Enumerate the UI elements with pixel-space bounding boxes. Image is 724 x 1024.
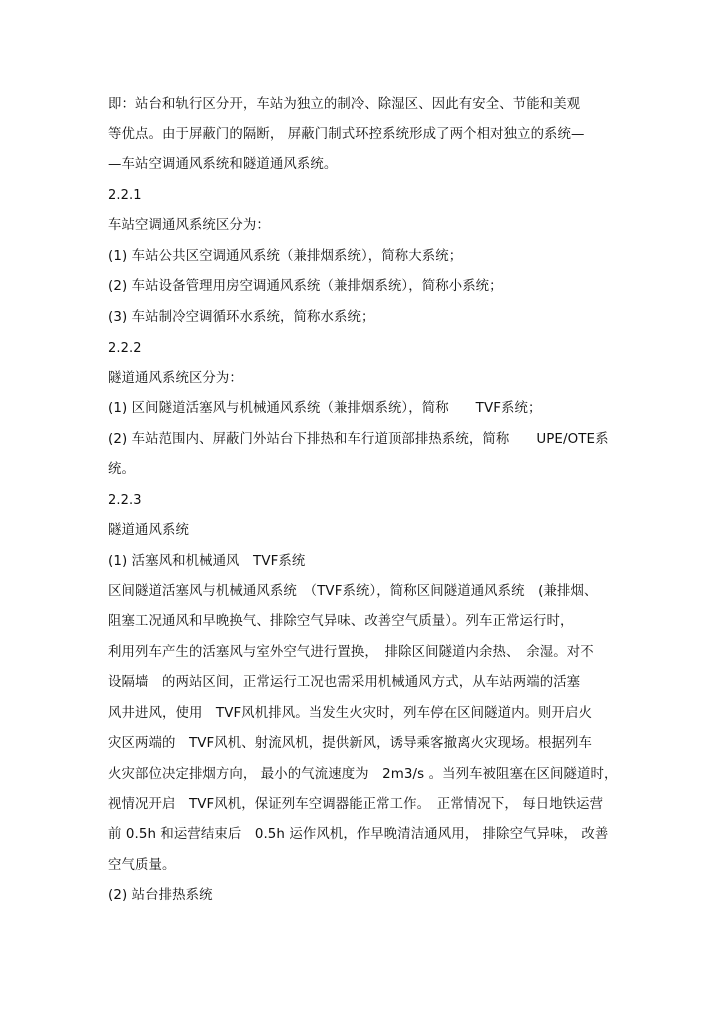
- list-item: (1) 区间隧道活塞风与机械通风系统（兼排烟系统），简称 TVF系统；: [108, 401, 542, 416]
- paragraph-line: 灾区两端的 TVF风机、射流风机，提供新风，诱导乘客撤离火灾现场。根据列车: [108, 736, 593, 751]
- paragraph-line: 风井进风，使用 TVF风机排风。当发生火灾时，列车停在区间隧道内。则开启火: [108, 706, 593, 721]
- paragraph-line: 即：站台和轨行区分开，车站为独立的制冷、除湿区、因此有安全、节能和美观: [108, 97, 581, 112]
- paragraph-line: —车站空调通风系统和隧道通风系统。: [108, 157, 338, 172]
- list-item: (2) 车站范围内、屏蔽门外站台下排热和车行道顶部排热系统，简称 UPE/OTE系: [108, 432, 609, 447]
- paragraph-line: 前 0.5h 和运营结束后 0.5h 运作风机，作早晚清洁通风用， 排除空气异味， 改善: [108, 827, 609, 842]
- paragraph-line: 视情况开启 TVF风机，保证列车空调器能正常工作。 正常情况下， 每日地铁运营: [108, 797, 604, 812]
- list-item: (3) 车站制冷空调循环水系统，简称水系统；: [108, 310, 375, 325]
- section-number: 2.2.2: [108, 341, 142, 356]
- section-number: 2.2.3: [108, 493, 142, 508]
- paragraph-line: 隧道通风系统: [108, 523, 189, 538]
- paragraph-line: 火灾部位决定排烟方向， 最小的气流速度为 2m3/s 。当列车被阻塞在区间隧道时，: [108, 767, 618, 782]
- paragraph-line: 利用列车产生的活塞风与室外空气进行置换， 排除区间隧道内余热、 余湿。对不: [108, 645, 594, 660]
- list-item: (1) 车站公共区空调通风系统（兼排烟系统），简称大系统；: [108, 249, 463, 264]
- paragraph-line: 阻塞工况通风和早晚换气、排除空气异味、改善空气质量）。列车正常运行时，: [108, 614, 574, 629]
- paragraph-line: 隧道通风系统区分为：: [108, 371, 243, 386]
- paragraph-line: 等优点。由于屏蔽门的隔断， 屏蔽门制式环控系统形成了两个相对独立的系统—: [108, 127, 585, 142]
- section-number: 2.2.1: [108, 188, 142, 203]
- paragraph-line: 设隔墙 的两站区间，正常运行工况也需采用机械通风方式，从车站两端的活塞: [108, 675, 581, 690]
- paragraph-line: 统。: [108, 462, 135, 477]
- list-item: (2) 车站设备管理用房空调通风系统（兼排烟系统），简称小系统；: [108, 279, 503, 294]
- list-item: (1) 活塞风和机械通风 TVF系统: [108, 554, 306, 569]
- list-item: (2) 站台排热系统: [108, 888, 213, 903]
- paragraph-line: 区间隧道活塞风与机械通风系统 （TVF系统），简称区间隧道通风系统 (兼排烟、: [108, 584, 598, 599]
- paragraph-line: 空气质量。: [108, 858, 176, 873]
- paragraph-line: 车站空调通风系统区分为：: [108, 218, 270, 233]
